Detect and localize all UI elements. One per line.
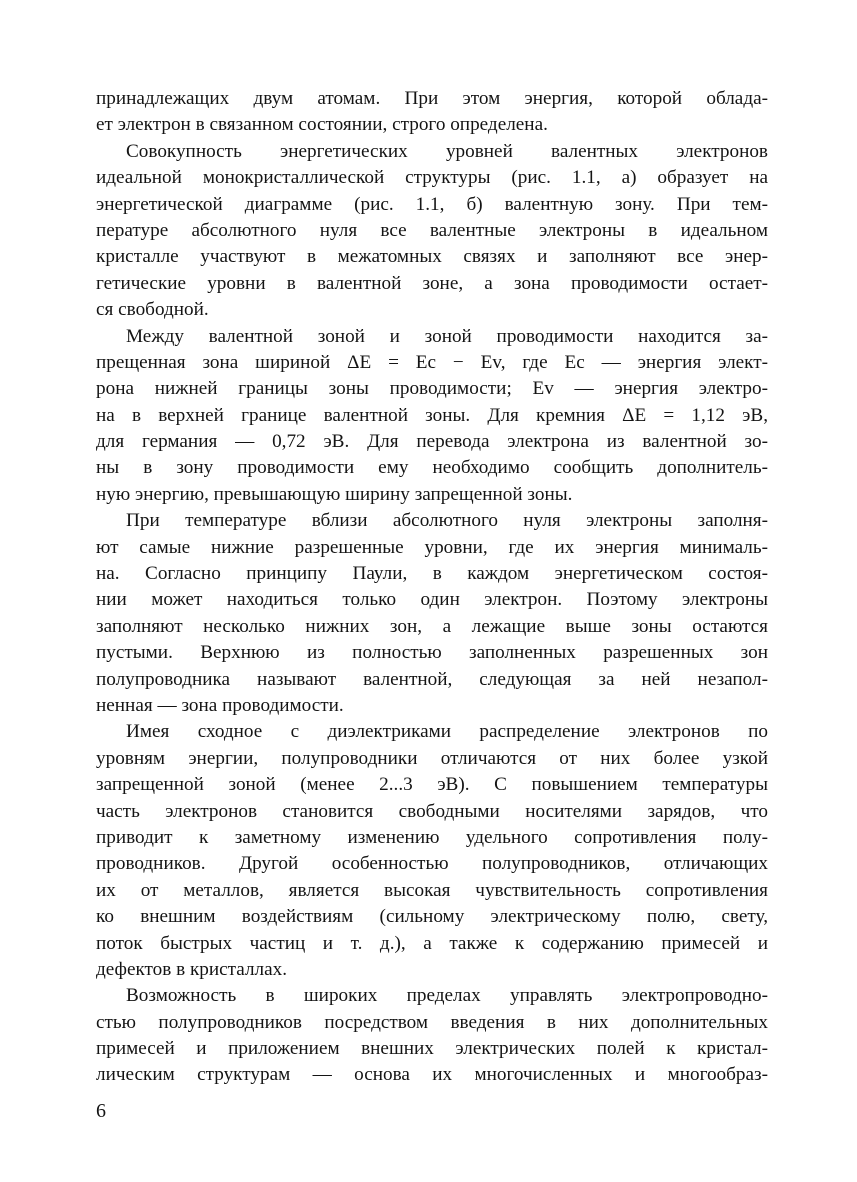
paragraph (96, 508, 768, 719)
text-line: ся свободной. (96, 299, 209, 321)
text-line: на. Согласно принципу Паули, в каждом энергетическом состоя- (96, 563, 768, 585)
text-line: для германия — 0,72 эВ. Для перевода электрона из валентной зо- (96, 431, 768, 453)
text-line: принадлежащих двум атомам. При этом энергия, которой облада- (96, 88, 768, 109)
text-line: поток быстрых частиц и т. д.), а также к содержанию примесей и (96, 932, 768, 954)
text-line: запрещенной зоной (менее 2...3 эВ). С повышением температуры (96, 774, 768, 796)
text-line: на в верхней границе валентной зоны. Для кремния ΔE = 1,12 эВ, (96, 404, 768, 426)
text-line: ненная — зона проводимости. (96, 694, 344, 716)
page-number: 6 (96, 1100, 106, 1122)
text-line: полупроводника называют валентной, следующая за ней незапол- (96, 668, 768, 690)
text-line: проводников. Другой особенностью полупроводников, отличающих (96, 853, 768, 875)
paragraph (96, 983, 768, 1089)
text-line: идеальной монокристаллической структуры (рис. 1.1, а) образует на (96, 167, 768, 189)
text-line: уровням энергии, полупроводники отличаются от них более узкой (96, 747, 768, 769)
text-line: Совокупность энергетических уровней валентных электронов (126, 140, 768, 162)
paragraph (96, 139, 768, 324)
paragraph (96, 324, 768, 509)
text-line: лическим структурам — основа их многочисленных и многообраз- (96, 1064, 768, 1086)
text-line: дефектов в кристаллах. (96, 958, 288, 980)
text-line: примесей и приложением внешних электрических полей к кристал- (96, 1038, 768, 1060)
paragraph (96, 719, 768, 983)
text-line: нии может находиться только один электрон. Поэтому электроны (96, 589, 768, 611)
text-line: кристалле участвуют в межатомных связях и заполняют все энер- (96, 246, 768, 268)
text-line: часть электронов становится свободными носителями зарядов, что (96, 800, 768, 822)
paragraph (96, 86, 768, 139)
page-text (96, 86, 768, 1089)
text-line: При температуре вблизи абсолютного нуля электроны заполня- (126, 510, 768, 532)
text-line: гетические уровни в валентной зоне, а зона проводимости остает- (96, 272, 768, 294)
text-line: их от металлов, является высокая чувствительность сопротивления (96, 879, 768, 901)
text-line: пустыми. Верхнюю из полностью заполненных разрешенных зон (96, 642, 768, 664)
text-line: ную энергию, превышающую ширину запрещенной зоны. (96, 483, 573, 505)
text-line: Имея сходное с диэлектриками распределение электронов по (126, 721, 768, 743)
text-line: ны в зону проводимости ему необходимо сообщить дополнитель- (96, 457, 768, 479)
text-line: заполняют несколько нижних зон, а лежащие выше зоны остаются (96, 615, 768, 637)
text-line: ет электрон в связанном состоянии, строго определена. (96, 114, 548, 136)
text-line: рона нижней границы зоны проводимости; Ev — энергия электро- (96, 378, 768, 400)
text-line: ко внешним воздействиям (сильному электрическому полю, свету, (96, 906, 768, 928)
text-line: энергетической диаграмме (рис. 1.1, б) валентную зону. При тем- (96, 193, 768, 215)
text-line: прещенная зона шириной ΔE = Ec − Ev, где Ec — энергия элект- (96, 351, 768, 373)
text-line: пературе абсолютного нуля все валентные электроны в идеальном (96, 219, 768, 241)
text-line: стью полупроводников посредством введения в них дополнительных (96, 1011, 768, 1033)
text-line: ют самые нижние разрешенные уровни, где их энергия минималь- (96, 536, 768, 558)
text-line: приводит к заметному изменению удельного сопротивления полу- (96, 826, 768, 848)
text-line: Возможность в широких пределах управлять электропроводно- (126, 985, 768, 1007)
text-line: Между валентной зоной и зоной проводимости находится за- (126, 325, 768, 347)
